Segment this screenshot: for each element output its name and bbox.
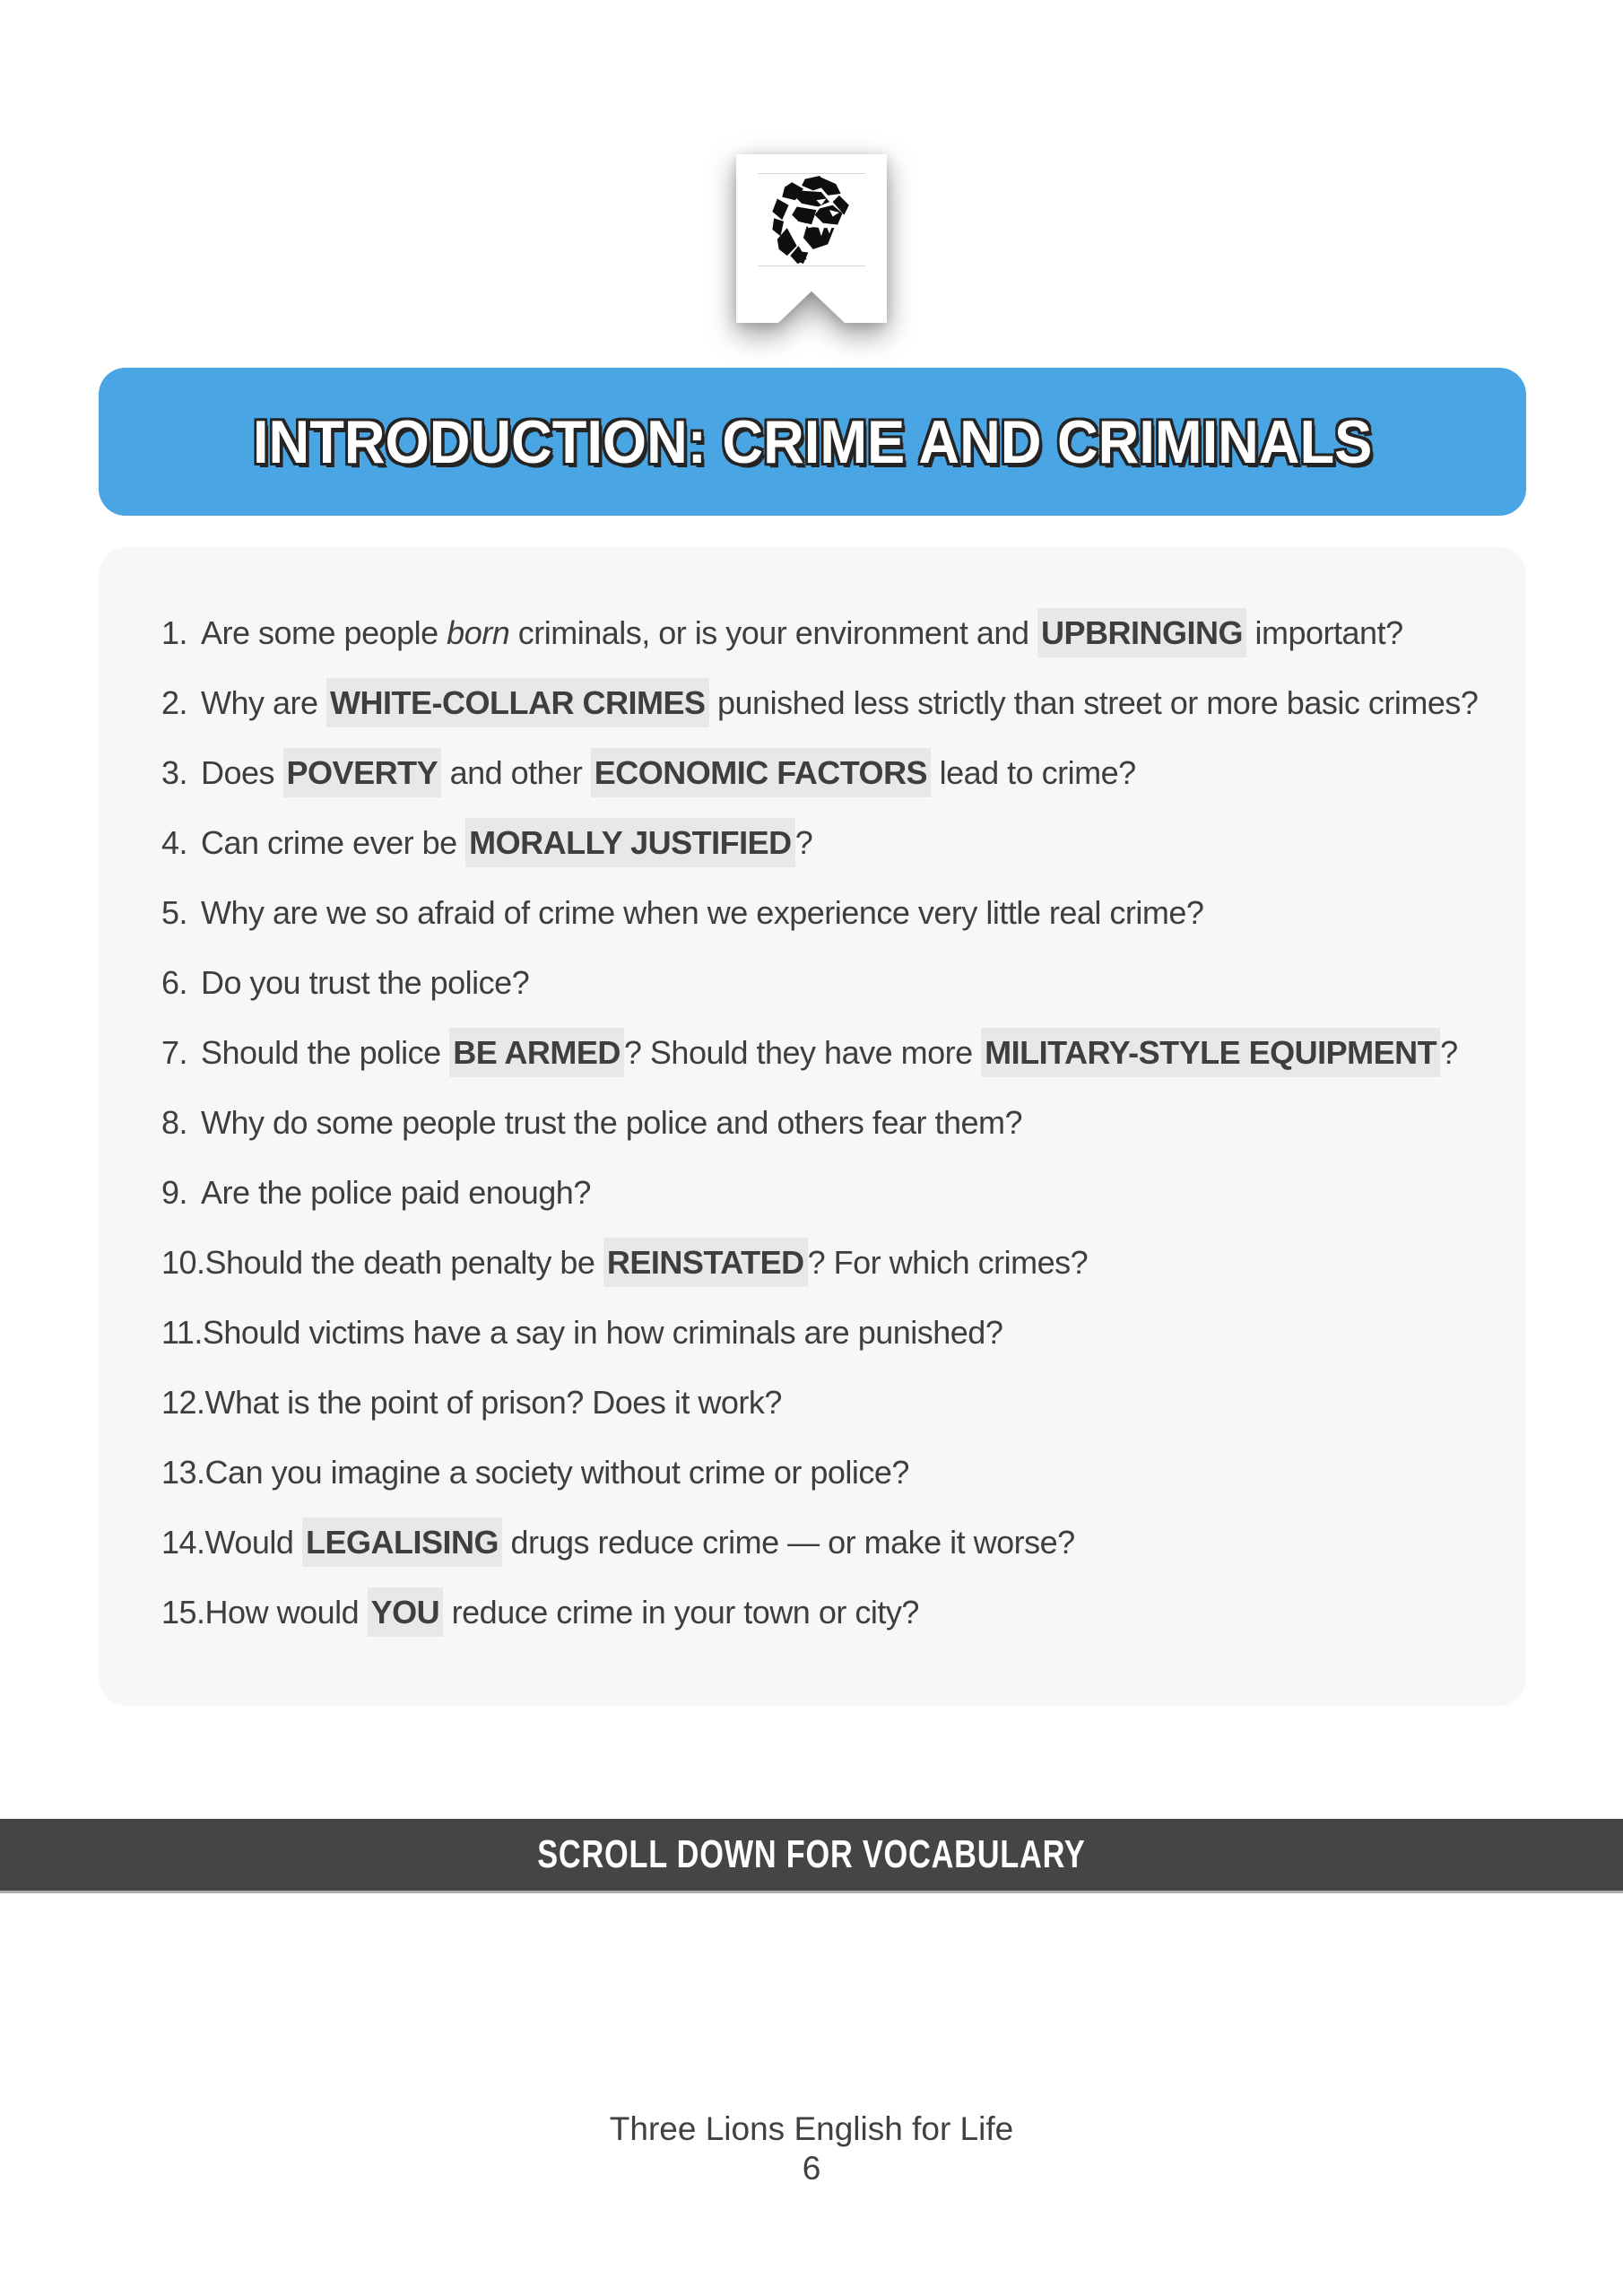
- question-number: 12.: [161, 1384, 205, 1421]
- question-text: Are the police paid enough?: [201, 1174, 591, 1211]
- question-text: Can you imagine a society without crime or police?: [204, 1454, 909, 1491]
- question-text: reduce crime in your town or city?: [443, 1594, 919, 1631]
- vocabulary-term: POVERTY: [283, 748, 442, 797]
- question-row: [161, 738, 1499, 808]
- footer-book-title: Three Lions English for Life: [609, 2110, 1014, 2147]
- vocabulary-term: ECONOMIC FACTORS: [591, 748, 931, 797]
- question-text: lead to crime?: [931, 754, 1136, 791]
- questions-box: [99, 547, 1526, 1706]
- question-text: What is the point of prison? Does it work?: [204, 1384, 782, 1421]
- bookmark-ribbon: [736, 287, 887, 323]
- bookmark-badge: [736, 154, 887, 323]
- question-row: [161, 1018, 1499, 1088]
- question-text: ? Should they have more: [623, 1034, 982, 1071]
- question-text: Can crime ever be: [201, 824, 466, 861]
- question-number: 5.: [161, 894, 188, 931]
- question-number: 8.: [161, 1104, 188, 1141]
- question-row: [161, 808, 1499, 878]
- question-row: [161, 1508, 1499, 1578]
- question-text: Why are: [201, 684, 327, 721]
- vocabulary-term: BE ARMED: [449, 1028, 624, 1077]
- vocabulary-bar-label: SCROLL DOWN FOR VOCABULARY: [537, 1832, 1086, 1876]
- logo-bottom-rule: [758, 265, 865, 266]
- vocabulary-term: REINSTATED: [603, 1238, 808, 1287]
- question-text: and other: [441, 754, 591, 791]
- question-text: drugs reduce crime — or make it worse?: [501, 1524, 1075, 1561]
- vocabulary-term: LEGALISING: [302, 1518, 502, 1567]
- vocabulary-term: WHITE-COLLAR CRIMES: [326, 678, 708, 727]
- question-row: [161, 1368, 1499, 1438]
- question-row: [161, 1578, 1499, 1648]
- question-text: ?: [1440, 1034, 1458, 1071]
- question-number: 3.: [161, 754, 188, 791]
- question-row: [161, 948, 1499, 1018]
- question-text: Are some people: [201, 614, 447, 651]
- vocabulary-term: UPBRINGING: [1037, 608, 1246, 657]
- vocabulary-term: YOU: [368, 1587, 444, 1637]
- footer-page-number: 6: [802, 2150, 821, 2187]
- question-text: Would: [204, 1524, 302, 1561]
- question-number: 6.: [161, 964, 188, 1001]
- question-row: [161, 668, 1499, 738]
- page-title: INTRODUCTION: CRIME AND CRIMINALS: [252, 407, 1373, 476]
- question-text: ?: [794, 824, 813, 861]
- question-number: 9.: [161, 1174, 188, 1211]
- question-number: 7.: [161, 1034, 188, 1071]
- question-row: [161, 598, 1499, 668]
- question-text: Why are we so afraid of crime when we experience very little real crime?: [201, 894, 1204, 931]
- question-text: Does: [201, 754, 283, 791]
- question-text: born: [447, 614, 510, 651]
- question-number: 2.: [161, 684, 188, 721]
- question-row: [161, 878, 1499, 948]
- question-number: 1.: [161, 614, 188, 651]
- vocabulary-term: MORALLY JUSTIFIED: [465, 818, 795, 867]
- title-banner: [99, 368, 1526, 516]
- question-row: [161, 1158, 1499, 1228]
- question-number: 4.: [161, 824, 188, 861]
- lion-logo-icon: [770, 176, 853, 265]
- logo-top-rule: [758, 173, 865, 174]
- question-text: Should the police: [201, 1034, 450, 1071]
- question-row: [161, 1438, 1499, 1508]
- question-text: punished less strictly than street or more basic crimes?: [708, 684, 1479, 721]
- question-number: 15.: [161, 1594, 205, 1631]
- question-number: 13.: [161, 1454, 205, 1491]
- question-number: 11.: [161, 1314, 203, 1351]
- question-row: [161, 1088, 1499, 1158]
- question-number: 10.: [161, 1244, 205, 1281]
- question-text: Do you trust the police?: [201, 964, 530, 1001]
- question-row: [161, 1298, 1499, 1368]
- question-row: [161, 1228, 1499, 1298]
- question-text: Should the death penalty be: [204, 1244, 603, 1281]
- question-text: important?: [1246, 614, 1403, 651]
- question-text: Should victims have a say in how criminals are punished?: [202, 1314, 1003, 1351]
- question-text: ? For which crimes?: [807, 1244, 1089, 1281]
- page-footer: [0, 2109, 1623, 2188]
- question-text: How would: [204, 1594, 368, 1631]
- vocabulary-bar: [0, 1819, 1623, 1893]
- question-text: Why do some people trust the police and others fear them?: [201, 1104, 1023, 1141]
- vocabulary-term: MILITARY-STYLE EQUIPMENT: [981, 1028, 1440, 1077]
- question-text: criminals, or is your environment and: [509, 614, 1037, 651]
- logo-card: [736, 154, 887, 287]
- question-number: 14.: [161, 1524, 205, 1561]
